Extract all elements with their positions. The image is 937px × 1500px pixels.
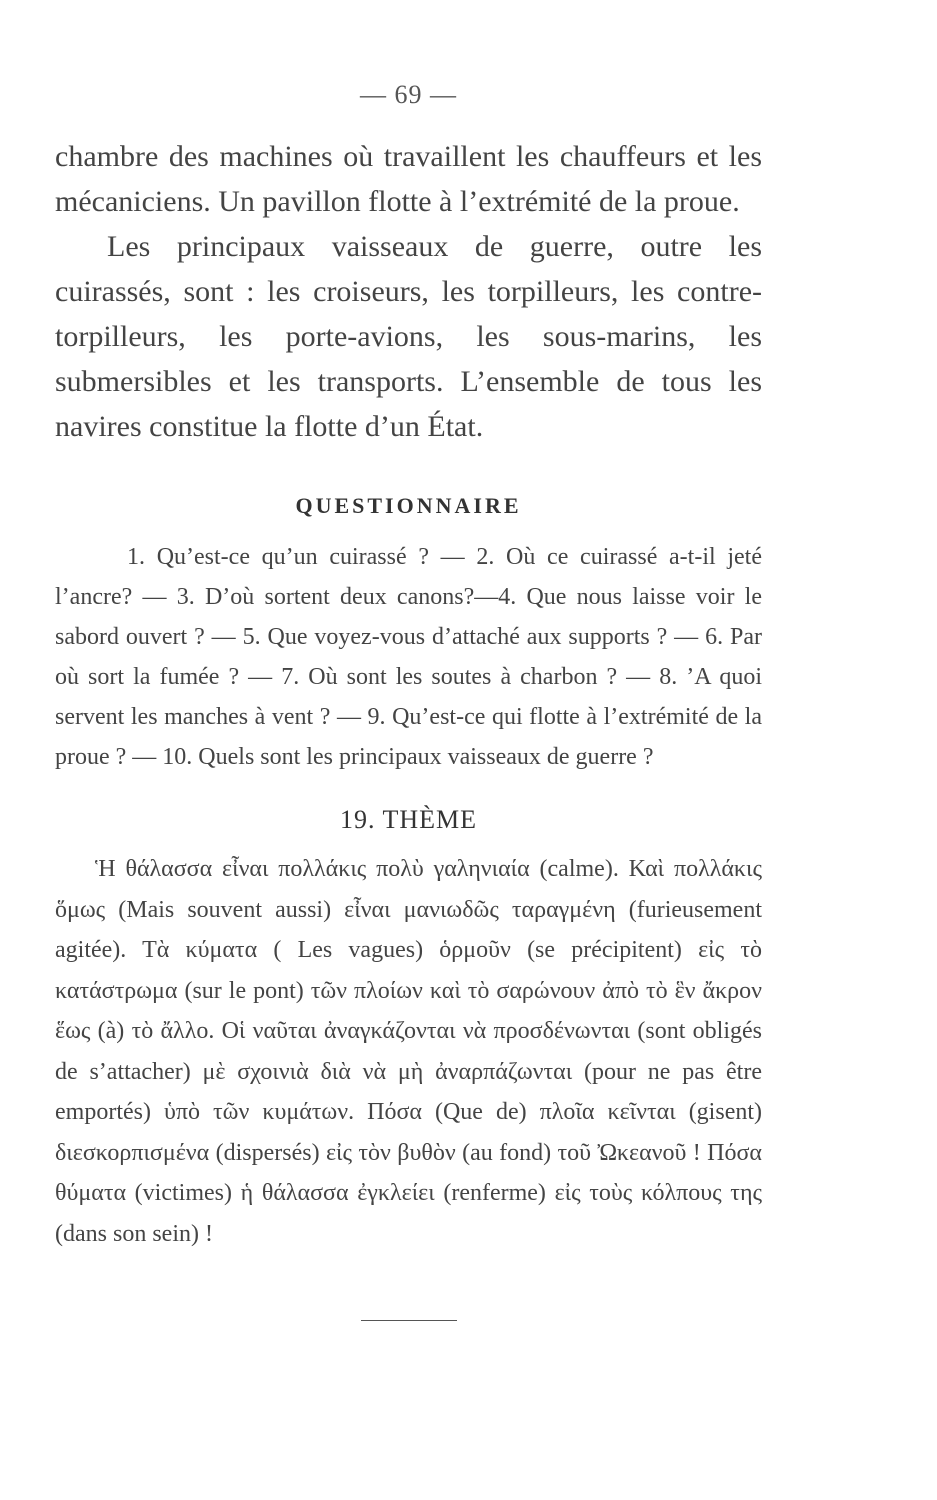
- theme-text: Ἡ θάλασσα εἶναι πολλάκις πολὺ γαληνιαία (calme). Καὶ πολλάκις ὅμως (Mais souvent aussi) εἶναι μανιωδῶς ταραγμένη (furieusement agitée). Τὰ κύματα ( Les vagues) ὁρμοῦν (se précipitent) εἰς τὸ κατάστρωμα (sur le pont) τῶν πλοίων καὶ τὸ σαρώνουν ἀπὸ τὸ ἓν ἄκρον ἕως (à) τὸ ἄλλο. Οἱ ναῦται ἀναγκάζονται νὰ προσδένωνται (sont obligés de s’attacher) μὲ σχοινιὰ διὰ νὰ μὴ ἀναρπάζωνται (pour ne pas être emportés) ὑπὸ τῶν κυμάτων. Πόσα (Que de) πλοῖα κεῖνται (gisent) διεσκορπισμένα (dispersés) εἰς τὸν βυθὸν (au fond) τοῦ Ὠκεανοῦ ! Πόσα θύματα (victimes) ἡ θάλασσα ἐγκλείει (renferme) εἰς τοὺς κόλπους της (dans son sein) !: [55, 856, 762, 1247]
- questionnaire-text: 1. Qu’est-ce qu’un cuirassé ? — 2. Où ce cuirassé a-t-il jeté l’ancre? — 3. D’où sortent deux canons?—4. Que nous laisse voir le sabord ouvert ? — 5. Que voyez-vous d’attaché aux supports ? — 6. Par où sort la fumée ? — 7. Où sont les soutes à charbon ? — 8. ’A quoi servent les manches à vent ? — 9. Qu’est-ce qui flotte à l’extrémité de la proue ? — 10. Quels sont les principaux vaisseaux de guerre ?: [55, 544, 762, 770]
- paragraph-continuation: chambre des machines où travaillent les chauffeurs et les mécaniciens. Un pavillon flotte à l’extrémité de la proue.: [55, 140, 762, 218]
- questionnaire-heading: QUESTIONNAIRE: [295, 493, 522, 518]
- theme-heading: 19. THÈME: [339, 805, 478, 834]
- page-number: — 69 —: [360, 80, 457, 109]
- book-page: [55, 80, 762, 1321]
- paragraph-warships: Les principaux vaisseaux de guerre, outre les cuirassés, sont : les croiseurs, les torpilleurs, les contre-torpilleurs, les porte-avions, les sous-marins, les submersibles et les transports. L’ensemble de tous les navires constitue la flotte d’un État.: [55, 230, 762, 443]
- section-divider: [361, 1320, 457, 1321]
